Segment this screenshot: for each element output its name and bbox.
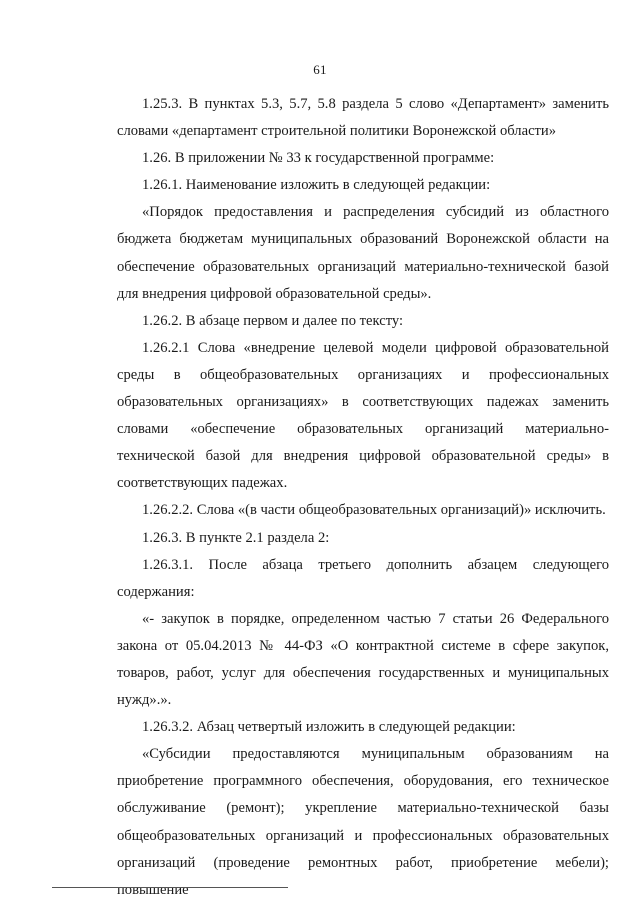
document-body — [117, 91, 609, 904]
page-number: 61 — [313, 62, 327, 77]
paragraph-1-26: 1.26. В приложении № 33 к государственной программе: — [142, 150, 495, 167]
paragraph-1-26-2-2: 1.26.2.2. Слова «(в части общеобразовательных организаций)» исключить. — [142, 502, 606, 519]
paragraph-1-26-1: 1.26.1. Наименование изложить в следующей редакции: — [142, 177, 491, 194]
paragraph-procurement-quote: «- закупок в порядке, определенном частью 7 статьи 26 Федерального закона от 05.04.2013 № 44-ФЗ «О контрактной системе в сфере закупок, товаров, работ, услуг для обеспечения государственных и муниципальных нужд».». — [117, 610, 609, 709]
footer-divider — [52, 887, 288, 888]
paragraph-1-26-3: 1.26.3. В пункте 2.1 раздела 2: — [142, 529, 330, 546]
paragraph-program-name-quote: «Порядок предоставления и распределения субсидий из областного бюджета бюджетам муниципальных образований Воронежской области на обеспечение образовательных организаций материально-технической базой для внедрения цифровой образовательной среды». — [117, 204, 609, 302]
paragraph-1-26-2: 1.26.2. В абзаце первом и далее по тексту: — [142, 312, 404, 329]
paragraph-1-26-2-1: 1.26.2.1 Слова «внедрение целевой модели цифровой образовательной среды в общеобразовательных организациях и профессиональных образовательных организациях» в соответствующих падежах заменить словами «обеспечение образовательных организаций материально-технической базой для внедрения цифровой образовательной среды» в соответствующих падежах. — [117, 339, 609, 492]
paragraph-1-25-3: 1.25.3. В пунктах 5.3, 5.7, 5.8 раздела 5 слово «Департамент» заменить словами «департамент строительной политики Воронежской области» — [117, 96, 609, 140]
paragraph-subsidies-quote: «Субсидии предоставляются муниципальным образованиям на приобретение программного обеспечения, оборудования, его техническое обслуживание (ремонт); укрепление материально-технической базы общеобразовательных организаций и профессиональных образовательных организаций (проведение ремонтных работ, приобретение мебели); повышение — [117, 746, 609, 898]
paragraph-1-26-3-1: 1.26.3.1. После абзаца третьего дополнить абзацем следующего содержания: — [117, 556, 609, 600]
paragraph-1-26-3-2: 1.26.3.2. Абзац четвертый изложить в следующей редакции: — [142, 719, 516, 736]
